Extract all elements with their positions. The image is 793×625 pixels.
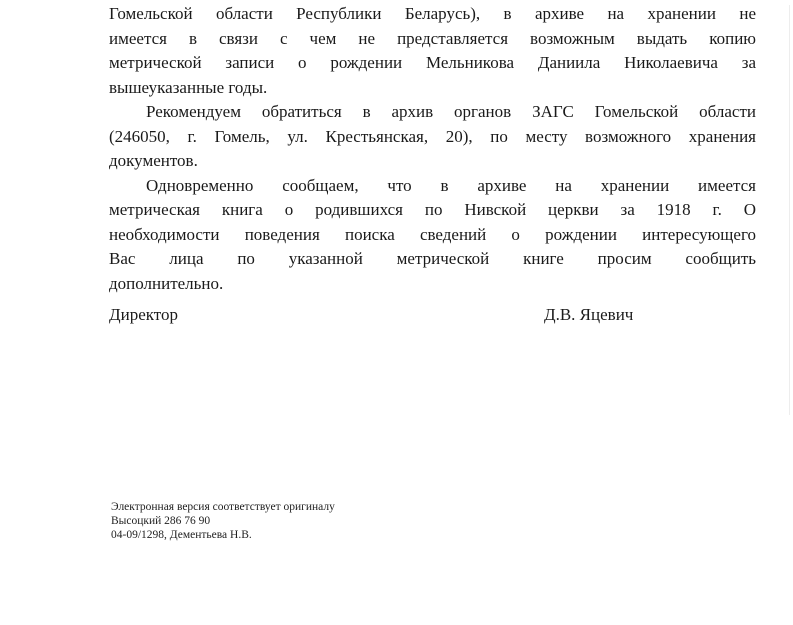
text-line: Рекомендуем обратиться в архив органов ЗАГС Гомельской области xyxy=(146,102,756,121)
text-line: дополнительно. xyxy=(109,273,224,293)
text-line: метрической записи о рождении Мельникова Даниила Николаевича за xyxy=(109,53,756,72)
signature-role: Директор xyxy=(109,305,178,324)
footer-note xyxy=(111,500,335,542)
text-line: Одновременно сообщаем, что в архиве на хранении имеется xyxy=(146,175,756,195)
text-line: вышеуказанные годы. xyxy=(109,77,268,97)
text-line: документов. xyxy=(109,151,198,170)
text-line: Вас лица по указанной метрической книге просим сообщить xyxy=(109,249,756,268)
signature-block xyxy=(109,303,756,328)
text-line: Гомельской области Республики Беларусь), в архиве на хранении не xyxy=(109,4,756,23)
scan-edge-artifact xyxy=(789,5,790,415)
text-line: имеется в связи с чем не представляется возможным выдать копию xyxy=(109,28,756,48)
footer-line: 04-09/1298, Дементьева Н.В. xyxy=(111,529,252,541)
letter-body xyxy=(109,2,756,296)
text-line: (246050, г. Гомель, ул. Крестьянская, 20), по месту возможного хранения xyxy=(109,126,756,146)
footer-line: Высоцкий 286 76 90 xyxy=(111,515,211,527)
paragraph xyxy=(109,2,756,100)
signature-name: Д.В. Яцевич xyxy=(544,305,634,324)
paragraph xyxy=(109,100,756,174)
text-line: метрическая книга о родившихся по Нивской церкви за 1918 г. О xyxy=(109,200,756,219)
paragraph xyxy=(109,174,756,297)
text-line: необходимости поведения поиска сведений о рождении интересующего xyxy=(109,224,756,244)
footer-line: Электронная версия соответствует оригиналу xyxy=(111,501,335,513)
